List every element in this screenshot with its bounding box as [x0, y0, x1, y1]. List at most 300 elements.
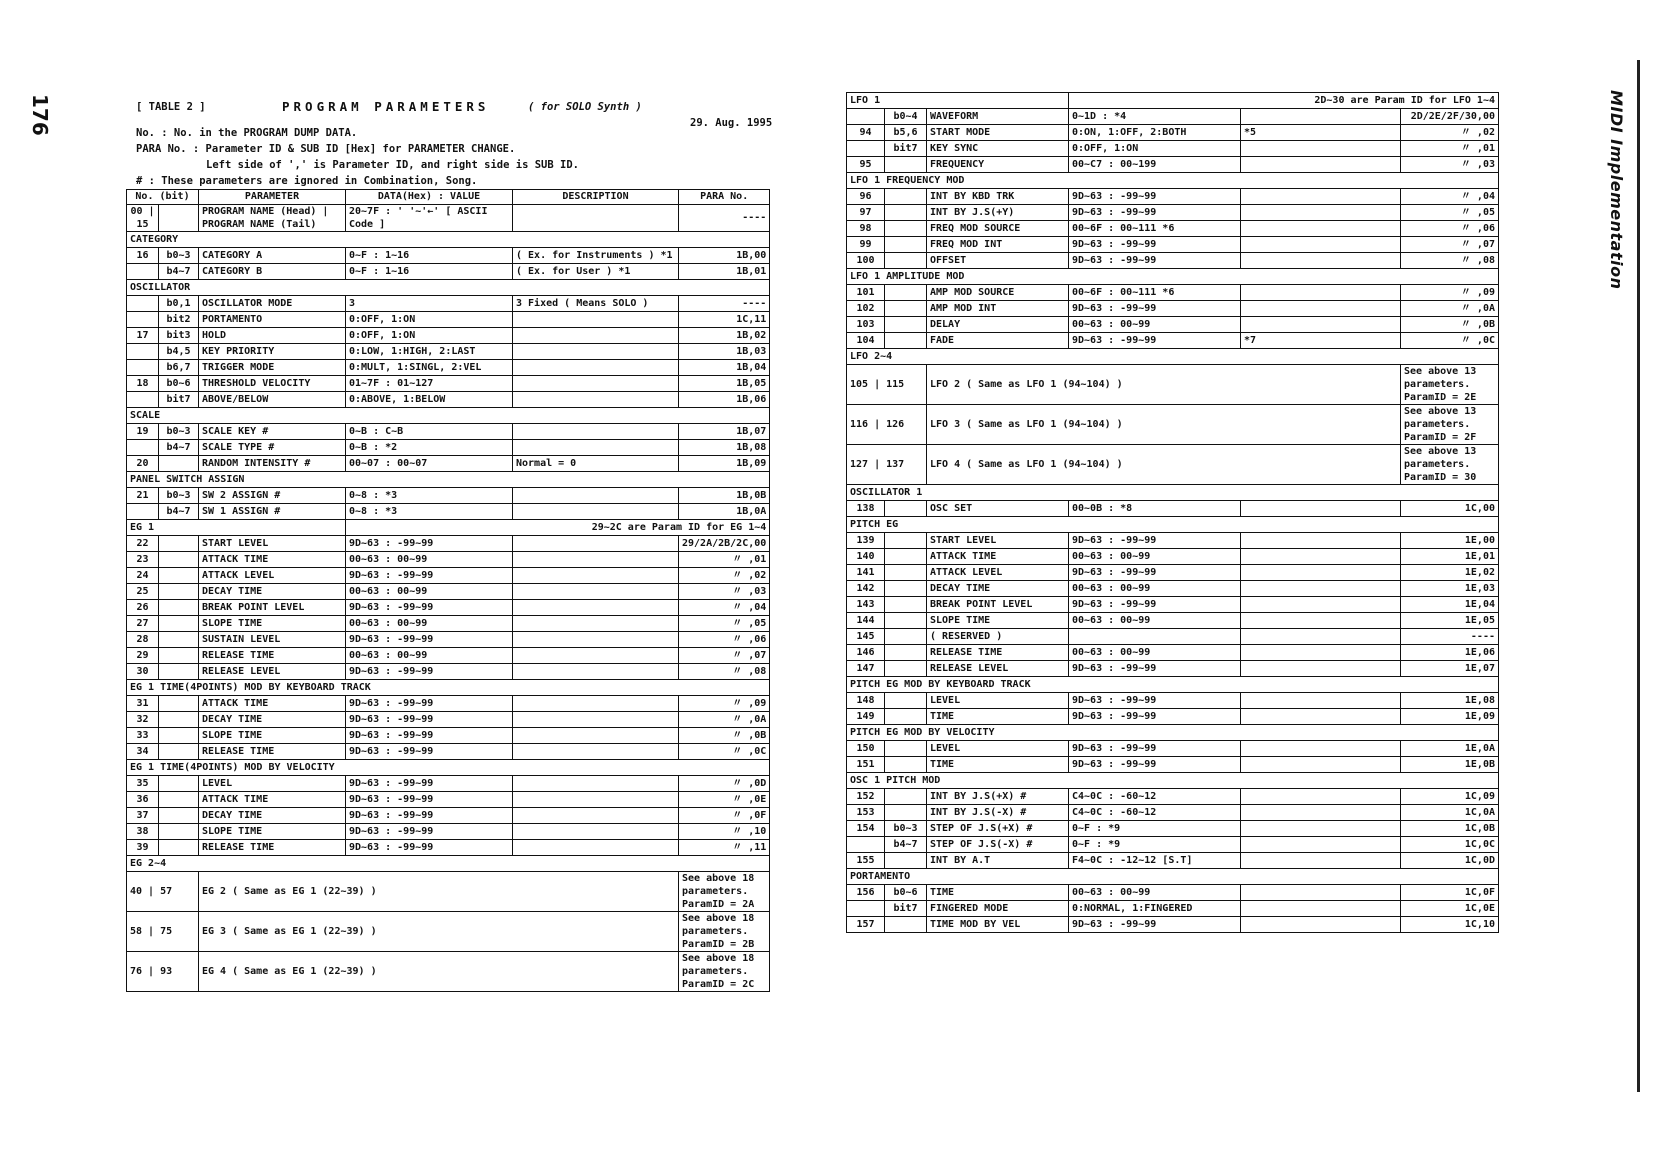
row-parameter: SLOPE TIME: [199, 824, 346, 840]
date: 29. Aug. 1995: [690, 117, 773, 129]
row-bit: [159, 808, 199, 824]
row-data: 0:OFF, 1:ON: [1069, 141, 1241, 157]
row-para-no: 〃 ,05: [679, 616, 770, 632]
row-parameter: OFFSET: [927, 253, 1069, 269]
row-bit: [885, 613, 927, 629]
row-bit: [159, 648, 199, 664]
row-parameter: RELEASE LEVEL: [927, 661, 1069, 677]
row-description: [1241, 565, 1401, 581]
table-row: [127, 536, 770, 552]
section-row: [127, 408, 770, 424]
row-parameter: INT BY J.S(+X) #: [927, 789, 1069, 805]
section-label: EG 1 TIME(4POINTS) MOD BY VELOCITY: [127, 760, 770, 776]
table-row: [847, 901, 1499, 917]
row-bit: [885, 757, 927, 773]
row-description: [513, 632, 679, 648]
row-data: 9D~63 : -99~99: [1069, 237, 1241, 253]
section-label: PITCH EG MOD BY KEYBOARD TRACK: [847, 677, 1499, 693]
section-label: LFO 1 AMPLITUDE MOD: [847, 269, 1499, 285]
row-parameter: INT BY A.T: [927, 853, 1069, 869]
row-no: 99: [847, 237, 885, 253]
row-data: 0~B : C~B: [346, 424, 513, 440]
row-data: 9D~63 : -99~99: [1069, 709, 1241, 725]
row-parameter: ATTACK LEVEL: [927, 565, 1069, 581]
row-bit: [885, 853, 927, 869]
row-no: 39: [127, 840, 159, 856]
row-data: 9D~63 : -99~99: [1069, 661, 1241, 677]
row-bit: [159, 632, 199, 648]
table-row: [847, 125, 1499, 141]
row-parameter: START MODE: [927, 125, 1069, 141]
row-no: 22: [127, 536, 159, 552]
table-row: [847, 837, 1499, 853]
row-description: [513, 536, 679, 552]
row-description: [513, 808, 679, 824]
row-bit: b0~4: [885, 109, 927, 125]
row-parameter: ATTACK TIME: [199, 696, 346, 712]
row-description: [1241, 501, 1401, 517]
row-bit: [885, 629, 927, 645]
row-description: [513, 696, 679, 712]
row-para-no: 〃 ,03: [679, 584, 770, 600]
row-data: 00~63 : 00~99: [1069, 317, 1241, 333]
row-para-no: 〃 ,04: [679, 600, 770, 616]
row-parameter: FADE: [927, 333, 1069, 349]
row-data: 9D~63 : -99~99: [1069, 333, 1241, 349]
group-description: LFO 4 ( Same as LFO 1 (94~104) ): [927, 445, 1401, 485]
row-bit: [159, 664, 199, 680]
row-parameter: BREAK POINT LEVEL: [927, 597, 1069, 613]
row-no: 94: [847, 125, 885, 141]
row-parameter: FREQ MOD INT: [927, 237, 1069, 253]
row-data: 9D~63 : -99~99: [346, 840, 513, 856]
section-label: OSC 1 PITCH MOD: [847, 773, 1499, 789]
row-bit: [885, 189, 927, 205]
row-data: 0:ON, 1:OFF, 2:BOTH: [1069, 125, 1241, 141]
row-description: 3 Fixed ( Means SOLO ): [513, 296, 679, 312]
row-para-no: 1C,0D: [1401, 853, 1499, 869]
row-data: [1069, 629, 1241, 645]
row-data: 00~C7 : 00~199: [1069, 157, 1241, 173]
row-description: [1241, 109, 1401, 125]
row-description: [1241, 157, 1401, 173]
section-label: EG 2~4: [127, 856, 770, 872]
col-header-description: DESCRIPTION: [513, 190, 679, 205]
row-data: 9D~63 : -99~99: [1069, 917, 1241, 933]
table-row: [847, 109, 1499, 125]
row-parameter: LEVEL: [927, 741, 1069, 757]
row-data: 9D~63 : -99~99: [346, 824, 513, 840]
row-data: C4~0C : -60~12: [1069, 789, 1241, 805]
row-para-no: 1E,01: [1401, 549, 1499, 565]
row-parameter: KEY PRIORITY: [199, 344, 346, 360]
row-para-no: 〃 ,0B: [1401, 317, 1499, 333]
row-para-no: 1C,11: [679, 312, 770, 328]
para-no: See above 13 parameters. ParamID = 2F: [1401, 405, 1499, 445]
row-no: 143: [847, 597, 885, 613]
row-description: [513, 424, 679, 440]
table-row: [847, 301, 1499, 317]
row-description: [513, 392, 679, 408]
table-row: [847, 645, 1499, 661]
row-parameter: ABOVE/BELOW: [199, 392, 346, 408]
table-row: [127, 744, 770, 760]
row-para-no: 1C,0A: [1401, 805, 1499, 821]
row-description: [513, 328, 679, 344]
table-row: [127, 488, 770, 504]
row-parameter: RANDOM INTENSITY #: [199, 456, 346, 472]
row-no: 101: [847, 285, 885, 301]
table-row: [847, 565, 1499, 581]
row-para-no: 1C,09: [1401, 789, 1499, 805]
row-parameter: TIME MOD BY VEL: [927, 917, 1069, 933]
side-title: MIDI Implementation: [1607, 90, 1626, 290]
row-bit: [885, 661, 927, 677]
table-row: [847, 205, 1499, 221]
row-data: 00~63 : 00~99: [346, 648, 513, 664]
row-no: 116 | 126: [847, 405, 927, 445]
row-description: [1241, 805, 1401, 821]
row-no: 40 | 57: [127, 872, 199, 912]
table-row: [847, 333, 1499, 349]
row-bit: [159, 536, 199, 552]
row-data: 00~6F : 00~111 *6: [1069, 221, 1241, 237]
row-no: 26: [127, 600, 159, 616]
row-data: 0~B : *2: [346, 440, 513, 456]
row-bit: [159, 456, 199, 472]
row-no: 153: [847, 805, 885, 821]
section-row: [847, 485, 1499, 501]
group-row: [127, 912, 770, 952]
table-row: [847, 221, 1499, 237]
row-para-no: ----: [1401, 629, 1499, 645]
row-no: 144: [847, 613, 885, 629]
row-no: 151: [847, 757, 885, 773]
row-no: 17: [127, 328, 159, 344]
row-data: 9D~63 : -99~99: [1069, 565, 1241, 581]
section-row: [127, 520, 770, 536]
row-parameter: OSCILLATOR MODE: [199, 296, 346, 312]
row-no: 156: [847, 885, 885, 901]
row-data: 00~0B : *8: [1069, 501, 1241, 517]
row-parameter: STEP OF J.S(-X) #: [927, 837, 1069, 853]
row-description: [1241, 549, 1401, 565]
row-no: 100: [847, 253, 885, 269]
row-description: [1241, 317, 1401, 333]
row-no: 28: [127, 632, 159, 648]
row-data: 0:LOW, 1:HIGH, 2:LAST: [346, 344, 513, 360]
row-bit: [159, 824, 199, 840]
row-data: 9D~63 : -99~99: [346, 728, 513, 744]
row-para-no: 1C,10: [1401, 917, 1499, 933]
row-no: 24: [127, 568, 159, 584]
para-no: See above 18 parameters. ParamID = 2C: [679, 952, 770, 992]
table-row: [847, 661, 1499, 677]
row-parameter: ATTACK LEVEL: [199, 568, 346, 584]
section-row: [127, 680, 770, 696]
row-bit: b4~7: [159, 264, 199, 280]
section-label: PANEL SWITCH ASSIGN: [127, 472, 770, 488]
row-description: [1241, 645, 1401, 661]
row-description: [513, 360, 679, 376]
row-para-no: 29/2A/2B/2C,00: [679, 536, 770, 552]
row-bit: [159, 744, 199, 760]
table-row: [127, 568, 770, 584]
section-row: [847, 677, 1499, 693]
row-parameter: STEP OF J.S(+X) #: [927, 821, 1069, 837]
row-data: 9D~63 : -99~99: [346, 744, 513, 760]
row-data: 00~63 : 00~99: [1069, 613, 1241, 629]
row-data: 0~F : *9: [1069, 837, 1241, 853]
table-row: [127, 376, 770, 392]
row-parameter: SCALE TYPE #: [199, 440, 346, 456]
row-no: 19: [127, 424, 159, 440]
row-no: 102: [847, 301, 885, 317]
row-para-no: 〃 ,0F: [679, 808, 770, 824]
row-data: 9D~63 : -99~99: [346, 712, 513, 728]
row-bit: [885, 645, 927, 661]
row-no: [127, 504, 159, 520]
row-para-no: 1B,02: [679, 328, 770, 344]
row-no: 104: [847, 333, 885, 349]
row-data: 9D~63 : -99~99: [1069, 189, 1241, 205]
row-no: 127 | 137: [847, 445, 927, 485]
row-data: 9D~63 : -99~99: [1069, 205, 1241, 221]
row-description: [1241, 221, 1401, 237]
col-header-para-no: PARA No.: [679, 190, 770, 205]
row-parameter: HOLD: [199, 328, 346, 344]
table-row: [847, 629, 1499, 645]
row-no: [127, 344, 159, 360]
row-bit: [885, 917, 927, 933]
table-row: [127, 504, 770, 520]
row-data: 9D~63 : -99~99: [1069, 693, 1241, 709]
section-label: CATEGORY: [127, 232, 770, 248]
row-parameter: LEVEL: [199, 776, 346, 792]
row-parameter: ( RESERVED ): [927, 629, 1069, 645]
row-bit: [159, 696, 199, 712]
row-para-no: 〃 ,09: [1401, 285, 1499, 301]
row-parameter: DECAY TIME: [199, 808, 346, 824]
row-para-no: 1B,01: [679, 264, 770, 280]
row-data: 0:MULT, 1:SINGL, 2:VEL: [346, 360, 513, 376]
row-para-no: 1E,0B: [1401, 757, 1499, 773]
row-para-no: 1C,0F: [1401, 885, 1499, 901]
row-parameter: CATEGORY B: [199, 264, 346, 280]
row-bit: [159, 600, 199, 616]
group-description: EG 3 ( Same as EG 1 (22~39) ): [199, 912, 679, 952]
table-row: [127, 248, 770, 264]
row-description: [1241, 533, 1401, 549]
section-row: [847, 349, 1499, 365]
row-no: [847, 109, 885, 125]
row-parameter: TRIGGER MODE: [199, 360, 346, 376]
row-para-no: 1B,08: [679, 440, 770, 456]
row-no: 157: [847, 917, 885, 933]
row-para-no: 〃 ,10: [679, 824, 770, 840]
table-row: [847, 501, 1499, 517]
note-ignored: # : These parameters are ignored in Combination, Song.: [136, 175, 478, 187]
row-data: 9D~63 : -99~99: [1069, 301, 1241, 317]
row-description: [1241, 141, 1401, 157]
row-bit: [885, 597, 927, 613]
row-data: 00~63 : 00~99: [346, 584, 513, 600]
row-description: [513, 648, 679, 664]
row-data: 00~63 : 00~99: [1069, 581, 1241, 597]
row-data: 9D~63 : -99~99: [1069, 757, 1241, 773]
row-parameter: FREQ MOD SOURCE: [927, 221, 1069, 237]
row-data: 0~8 : *3: [346, 504, 513, 520]
row-parameter: KEY SYNC: [927, 141, 1069, 157]
page-subtitle: ( for SOLO Synth ): [528, 101, 642, 113]
row-no: [127, 440, 159, 456]
row-description: [1241, 581, 1401, 597]
table-row: [127, 696, 770, 712]
row-parameter: RELEASE TIME: [199, 744, 346, 760]
row-bit: b4~7: [159, 504, 199, 520]
row-no: 27: [127, 616, 159, 632]
row-data: 9D~63 : -99~99: [346, 600, 513, 616]
row-para-no: 〃 ,01: [1401, 141, 1499, 157]
row-bit: b0~3: [159, 424, 199, 440]
section-label: LFO 2~4: [847, 349, 1499, 365]
para-no: See above 18 parameters. ParamID = 2A: [679, 872, 770, 912]
row-bit: [159, 568, 199, 584]
row-para-no: 〃 ,0D: [679, 776, 770, 792]
row-data: 9D~63 : -99~99: [1069, 597, 1241, 613]
row-no: [847, 837, 885, 853]
row-parameter: INT BY J.S(+Y): [927, 205, 1069, 221]
row-parameter: RELEASE LEVEL: [199, 664, 346, 680]
table-row: [127, 840, 770, 856]
table-row: [127, 552, 770, 568]
row-bit: [885, 253, 927, 269]
row-no: [127, 312, 159, 328]
row-no: 146: [847, 645, 885, 661]
row-para-no: 1E,00: [1401, 533, 1499, 549]
row-no: 25: [127, 584, 159, 600]
row-description: [1241, 885, 1401, 901]
row-para-no: 〃 ,0C: [679, 744, 770, 760]
row-para-no: 1E,09: [1401, 709, 1499, 725]
row-para-no: 〃 ,07: [1401, 237, 1499, 253]
row-no: 16: [127, 248, 159, 264]
row-bit: bit7: [885, 141, 927, 157]
row-parameter: BREAK POINT LEVEL: [199, 600, 346, 616]
section-note: 2D~30 are Param ID for LFO 1~4: [1069, 93, 1499, 109]
row-bit: [885, 693, 927, 709]
row-parameter: DECAY TIME: [927, 581, 1069, 597]
row-data: 0:OFF, 1:ON: [346, 328, 513, 344]
row-parameter: SW 2 ASSIGN #: [199, 488, 346, 504]
row-bit: bit7: [885, 901, 927, 917]
section-row: [847, 269, 1499, 285]
row-no: 138: [847, 501, 885, 517]
row-para-no: 〃 ,0C: [1401, 333, 1499, 349]
row-no: 33: [127, 728, 159, 744]
row-description: [513, 744, 679, 760]
table-row: [847, 917, 1499, 933]
row-bit: b4,5: [159, 344, 199, 360]
table-row: [127, 776, 770, 792]
row-description: [1241, 709, 1401, 725]
section-row: [847, 517, 1499, 533]
row-description: [513, 488, 679, 504]
col-header-data: DATA(Hex) : VALUE: [346, 190, 513, 205]
row-para-no: 1E,03: [1401, 581, 1499, 597]
row-para-no: 1B,04: [679, 360, 770, 376]
row-data: 00~63 : 00~99: [1069, 885, 1241, 901]
row-no: [127, 264, 159, 280]
row-para-no: 〃 ,08: [1401, 253, 1499, 269]
row-no: 103: [847, 317, 885, 333]
table-row: [847, 821, 1499, 837]
section-label: SCALE: [127, 408, 770, 424]
table-row: [127, 728, 770, 744]
row-parameter: PROGRAM NAME (Head) | PROGRAM NAME (Tail): [199, 205, 346, 232]
row-bit: b5,6: [885, 125, 927, 141]
row-bit: b4~7: [159, 440, 199, 456]
row-no: 00 | 15: [127, 205, 159, 232]
row-bit: [159, 712, 199, 728]
row-data: 9D~63 : -99~99: [1069, 253, 1241, 269]
row-no: 95: [847, 157, 885, 173]
page-title: PROGRAM PARAMETERS: [282, 99, 490, 114]
note-para: PARA No. : Parameter ID & SUB ID [Hex] for PARAMETER CHANGE.: [136, 143, 516, 155]
row-data: 00~07 : 00~07: [346, 456, 513, 472]
row-description: [1241, 821, 1401, 837]
row-data: 00~6F : 00~111 *6: [1069, 285, 1241, 301]
row-para-no: 1E,04: [1401, 597, 1499, 613]
row-no: 31: [127, 696, 159, 712]
row-no: 34: [127, 744, 159, 760]
row-parameter: RELEASE TIME: [199, 840, 346, 856]
row-parameter: START LEVEL: [927, 533, 1069, 549]
row-para-no: 1B,07: [679, 424, 770, 440]
row-description: [1241, 253, 1401, 269]
para-no: See above 13 parameters. ParamID = 2E: [1401, 365, 1499, 405]
row-description: [1241, 853, 1401, 869]
row-bit: [885, 741, 927, 757]
table-row: [127, 456, 770, 472]
row-bit: b6,7: [159, 360, 199, 376]
row-parameter: FREQUENCY: [927, 157, 1069, 173]
row-bit: b0~6: [159, 376, 199, 392]
row-bit: [885, 501, 927, 517]
table-row: [127, 600, 770, 616]
row-description: [1241, 693, 1401, 709]
row-para-no: 1B,03: [679, 344, 770, 360]
row-parameter: TIME: [927, 757, 1069, 773]
row-bit: bit3: [159, 328, 199, 344]
row-no: 140: [847, 549, 885, 565]
section-label: OSCILLATOR: [127, 280, 770, 296]
table-row: [847, 157, 1499, 173]
row-description: [1241, 741, 1401, 757]
table-row: [127, 632, 770, 648]
row-data: 00~63 : 00~99: [1069, 549, 1241, 565]
row-para-no: 1E,06: [1401, 645, 1499, 661]
row-data: 9D~63 : -99~99: [346, 696, 513, 712]
row-no: 105 | 115: [847, 365, 927, 405]
row-no: 141: [847, 565, 885, 581]
row-para-no: 1C,0E: [1401, 901, 1499, 917]
row-description: [513, 376, 679, 392]
row-data: 0~F : *9: [1069, 821, 1241, 837]
row-bit: [159, 728, 199, 744]
row-no: 58 | 75: [127, 912, 199, 952]
row-parameter: INT BY KBD TRK: [927, 189, 1069, 205]
